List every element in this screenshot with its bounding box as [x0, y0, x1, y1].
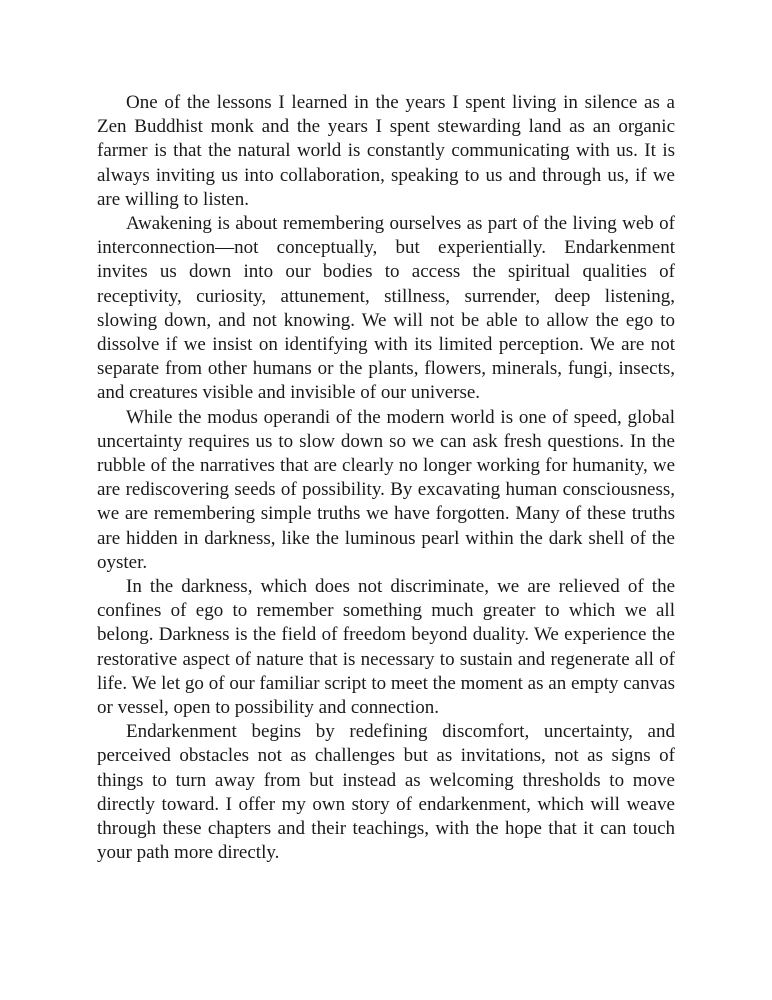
paragraph: One of the lessons I learned in the years I spent living in silence as a Zen Buddhist monk and the years I spent stewarding land as an organic farmer is that the natural world is constantly communicating with us. It is always inviting us into collaboration, speaking to us and through us, if we are willing to listen.	[97, 92, 675, 210]
paragraph: Endarkenment begins by redefining discomfort, uncertainty, and perceived obstacles not as challenges but as invitations, not as signs of things to turn away from but instead as welcoming thresholds to move directly toward. I offer my own story of endarkenment, which will weave through these chapters and their teachings, with the hope that it can touch your path more directly.	[97, 721, 675, 864]
paragraph: Awakening is about remembering ourselves as part of the living web of interconnection—not conceptually, but experientially. Endarkenment invites us down into our bodies to access the spiritual qualities of receptivity, curiosity, attunement, stillness, surrender, deep listening, slowing down, and not knowing. We will not be able to allow the ego to dissolve if we insist on identifying with its limited perception. We are not separate from other humans or the plants, flowers, minerals, fungi, insects, and creatures visible and invisible of our universe.	[97, 213, 675, 404]
paragraph: While the modus operandi of the modern world is one of speed, global uncertainty requires us to slow down so we can ask fresh questions. In the rubble of the narratives that are clearly no longer working for humanity, we are rediscovering seeds of possibility. By excavating human consciousness, we are remembering simple truths we have forgotten. Many of these truths are hidden in darkness, like the luminous pearl within the dark shell of the oyster.	[97, 406, 675, 573]
paragraph: In the darkness, which does not discriminate, we are relieved of the confines of ego to remember something much greater to which we all belong. Darkness is the field of freedom beyond duality. We experience the restorative aspect of nature that is necessary to sustain and regenerate all of life. We let go of our familiar script to meet the moment as an empty canvas or vessel, open to possibility and connection.	[97, 576, 675, 719]
body-text	[97, 91, 675, 866]
